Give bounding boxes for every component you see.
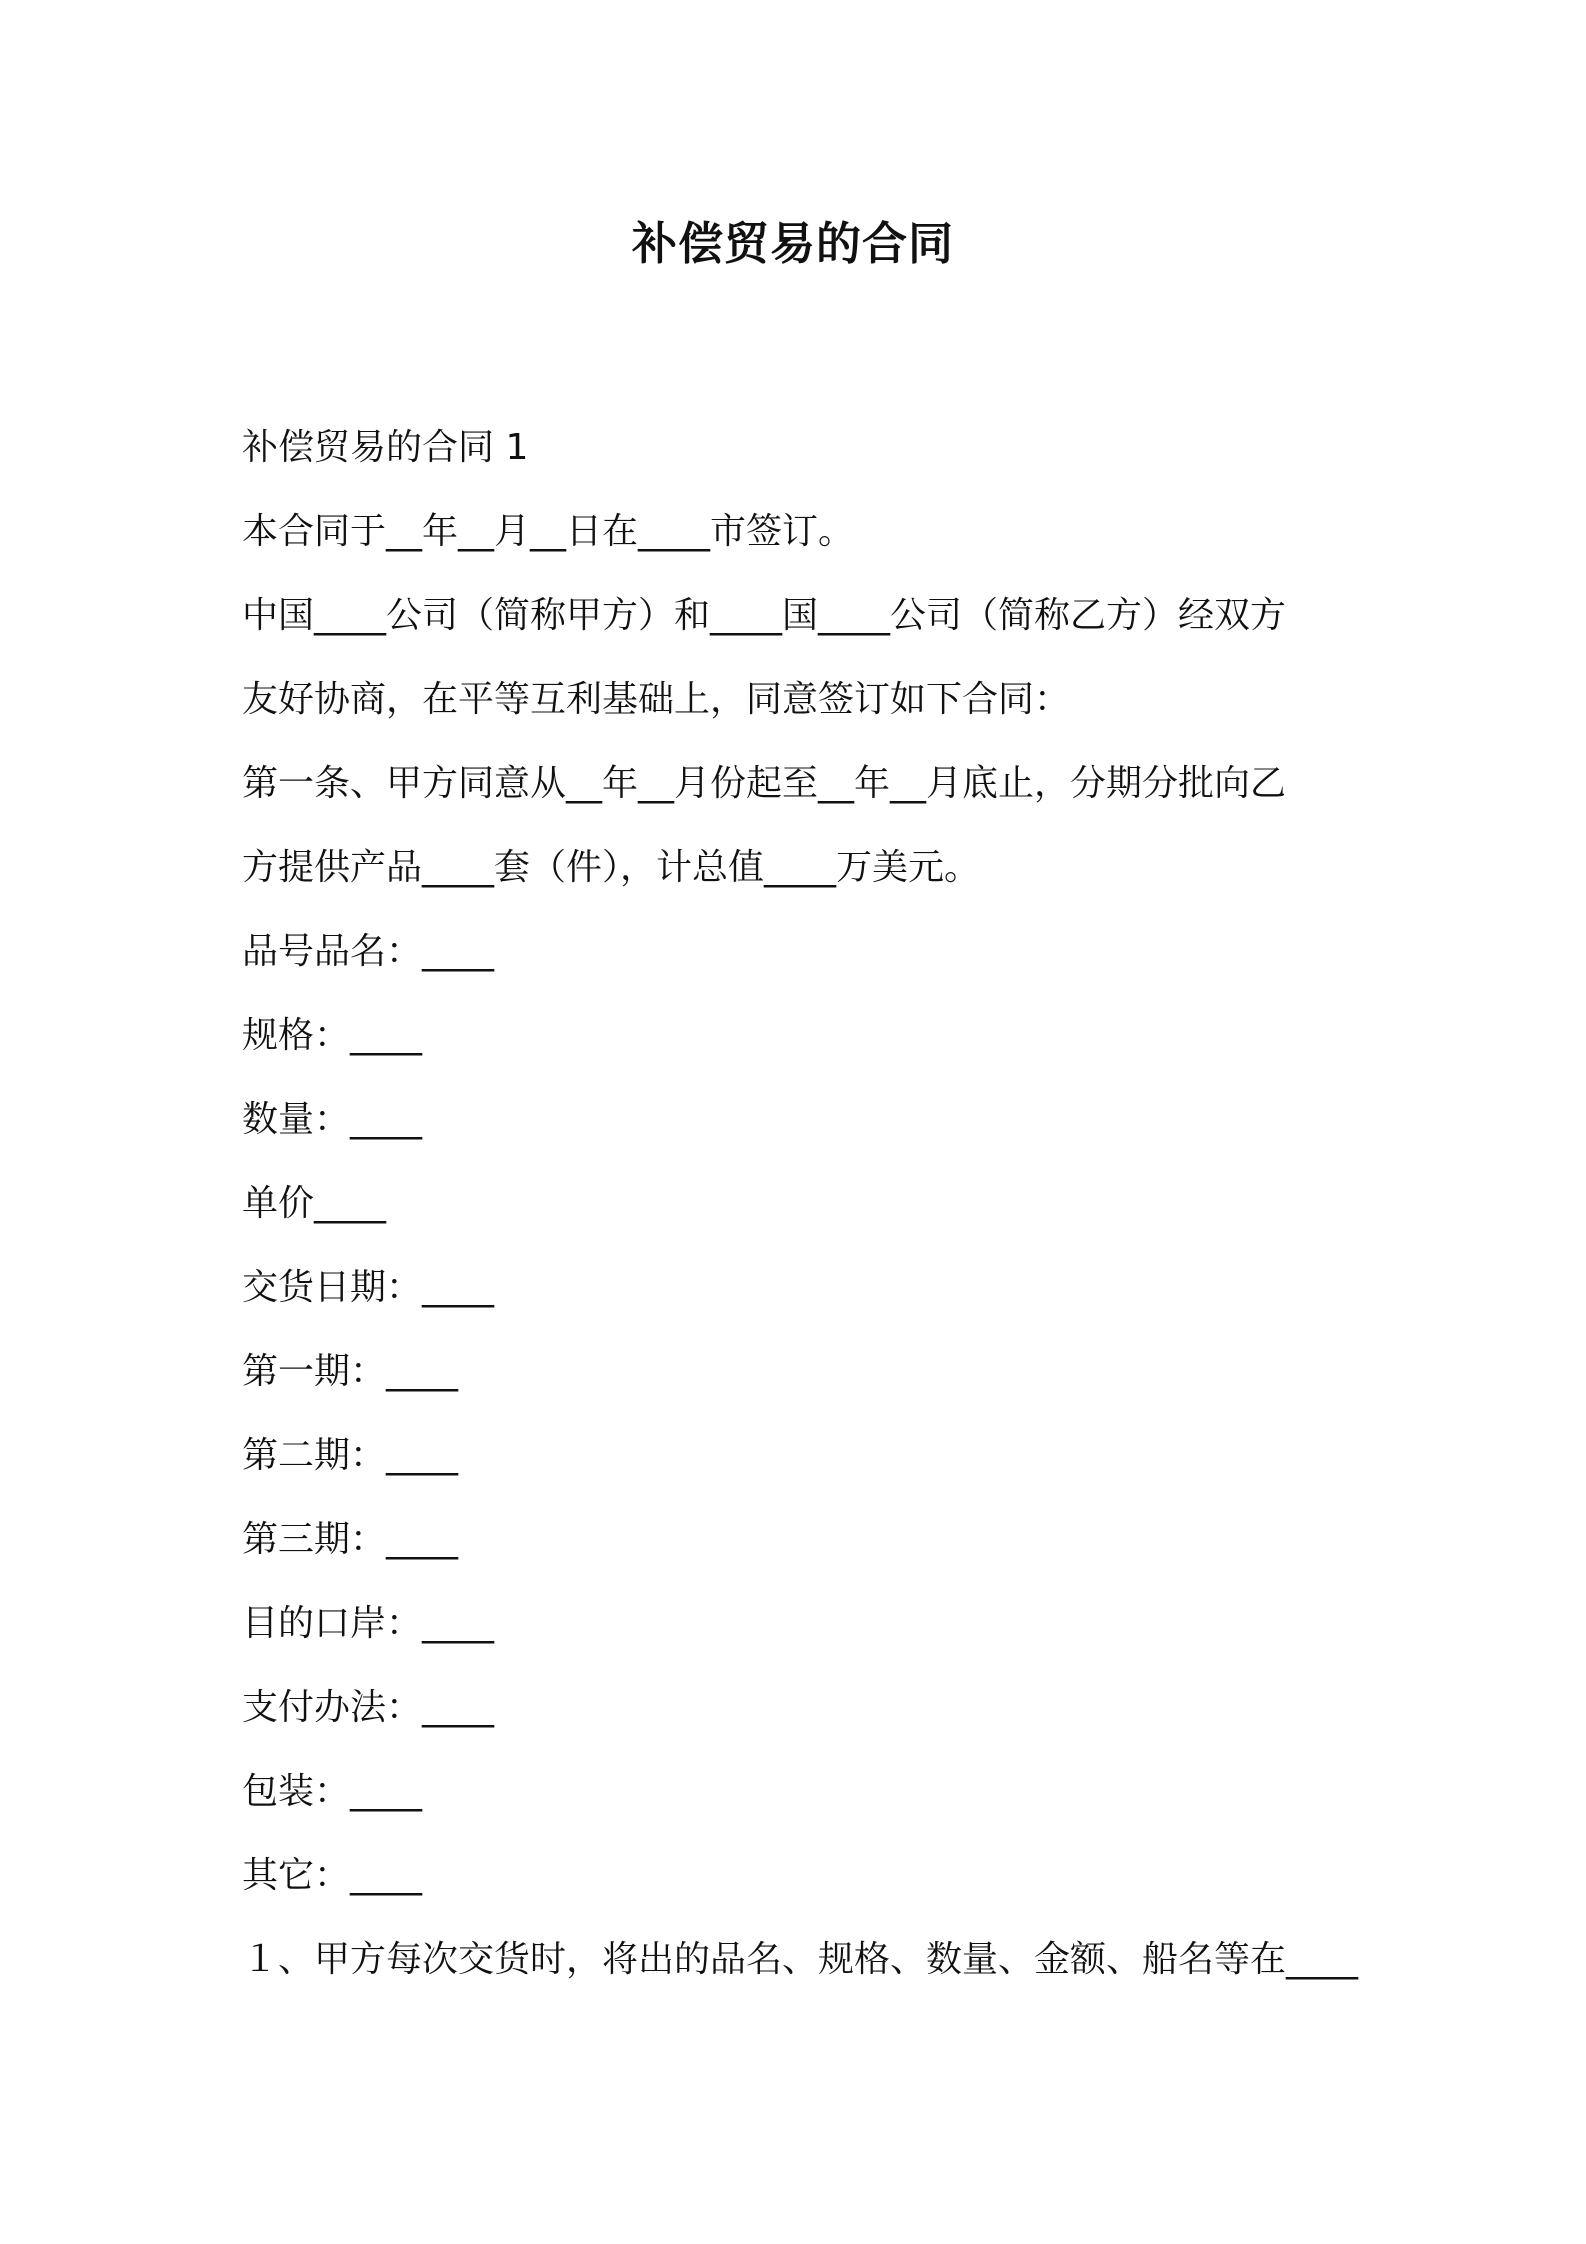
body-line-article-1: 第一条、甲方同意从__年__月份起至__年__月底止，分期分批向乙 bbox=[242, 763, 1287, 804]
field-delivery-date: 交货日期：____ bbox=[242, 1267, 495, 1308]
field-quantity: 数量：____ bbox=[242, 1099, 423, 1140]
body-line-parties: 中国____公司（简称甲方）和____国____公司（简称乙方）经双方 bbox=[242, 595, 1287, 636]
body-line-article-1-cont: 方提供产品____套（件），计总值____万美元。 bbox=[242, 847, 981, 888]
field-phase-2: 第二期：____ bbox=[242, 1435, 459, 1476]
body-line-signing: 本合同于__年__月__日在____市签订。 bbox=[242, 511, 855, 552]
field-phase-1: 第一期：____ bbox=[242, 1351, 459, 1392]
document-body bbox=[242, 406, 1362, 2002]
field-payment-method: 支付办法：____ bbox=[242, 1687, 495, 1728]
field-unit-price: 单价____ bbox=[242, 1183, 387, 1224]
field-other: 其它：____ bbox=[242, 1855, 423, 1896]
field-product-name: 品号品名：____ bbox=[242, 931, 495, 972]
document-title: 补偿贸易的合同 bbox=[631, 217, 954, 270]
section-heading: 补偿贸易的合同 1 bbox=[242, 427, 529, 468]
field-destination-port: 目的口岸：____ bbox=[242, 1603, 495, 1644]
body-line-parties-cont: 友好协商，在平等互利基础上，同意签订如下合同： bbox=[242, 679, 1071, 720]
field-packaging: 包装：____ bbox=[242, 1771, 423, 1812]
field-specification: 规格：____ bbox=[242, 1015, 423, 1056]
field-phase-3: 第三期：____ bbox=[242, 1519, 459, 1560]
body-line-clause-1: １、甲方每次交货时，将出的品名、规格、数量、金额、船名等在____ bbox=[242, 1939, 1359, 1980]
